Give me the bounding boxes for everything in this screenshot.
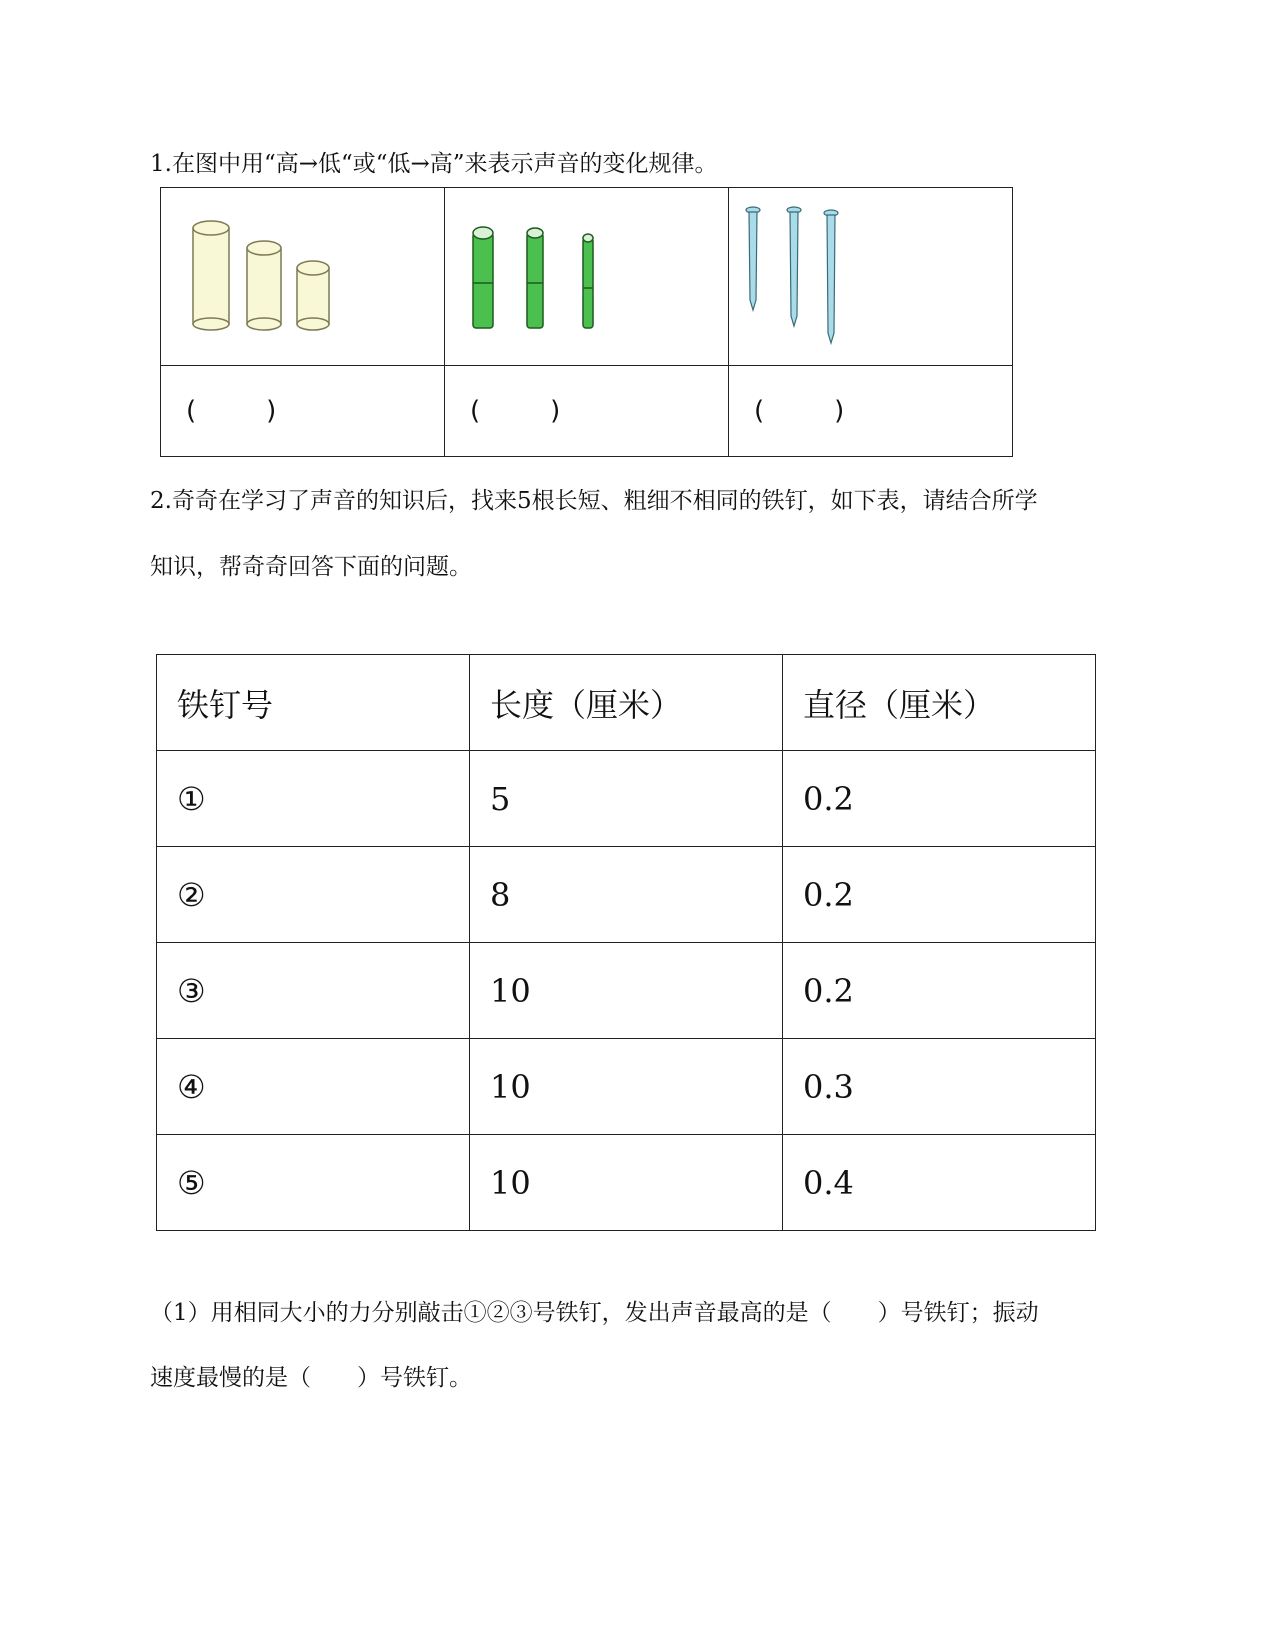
diameter-cell: 0.4 bbox=[783, 1135, 1096, 1231]
table-row bbox=[157, 847, 1096, 943]
bamboo-tubes-cell bbox=[445, 188, 729, 366]
nail-number-cell: ⑤ bbox=[157, 1135, 470, 1231]
diameter-cell: 0.2 bbox=[783, 943, 1096, 1039]
sub-question-1-line1: （1）用相同大小的力分别敲击①②③号铁钉，发出声音最高的是（ ）号铁钉；振动 bbox=[150, 1300, 1039, 1326]
cylinders-image bbox=[161, 188, 444, 365]
header-length: 长度（厘米） bbox=[470, 655, 783, 751]
length-cell: 8 bbox=[470, 847, 783, 943]
cylinders-cell bbox=[161, 188, 445, 366]
nail-number-cell: ② bbox=[157, 847, 470, 943]
length-cell: 5 bbox=[470, 751, 783, 847]
table-row bbox=[157, 1135, 1096, 1231]
answer-cell-2[interactable]: ( ) bbox=[445, 366, 729, 457]
table-row bbox=[157, 943, 1096, 1039]
nail-data-table bbox=[156, 654, 1096, 1231]
question-1-text: 1.在图中用“高→低“或“低→高”来表示声音的变化规律。 bbox=[150, 151, 718, 177]
answer-cell-3[interactable]: ( ) bbox=[729, 366, 1013, 457]
table-row bbox=[157, 751, 1096, 847]
nail-number-cell: ① bbox=[157, 751, 470, 847]
length-cell: 10 bbox=[470, 1039, 783, 1135]
question-2-text-line1: 2.奇奇在学习了声音的知识后，找来5根长短、粗细不相同的铁钉，如下表，请结合所学 bbox=[150, 488, 1038, 514]
table-header-row bbox=[157, 655, 1096, 751]
nails-image bbox=[729, 188, 1012, 365]
diameter-cell: 0.3 bbox=[783, 1039, 1096, 1135]
nail-number-cell: ③ bbox=[157, 943, 470, 1039]
header-diameter: 直径（厘米） bbox=[783, 655, 1096, 751]
bamboo-tubes-image bbox=[445, 188, 728, 365]
diameter-cell: 0.2 bbox=[783, 751, 1096, 847]
question-1-picture-table bbox=[160, 187, 1013, 457]
nail-number-cell: ④ bbox=[157, 1039, 470, 1135]
nails-cell bbox=[729, 188, 1013, 366]
sub-question-1-line2: 速度最慢的是（ ）号铁钉。 bbox=[150, 1365, 472, 1391]
answer-cell-1[interactable]: ( ) bbox=[161, 366, 445, 457]
length-cell: 10 bbox=[470, 943, 783, 1039]
question-2-text-line2: 知识，帮奇奇回答下面的问题。 bbox=[150, 554, 472, 580]
diameter-cell: 0.2 bbox=[783, 847, 1096, 943]
header-nail-number: 铁钉号 bbox=[157, 655, 470, 751]
length-cell: 10 bbox=[470, 1135, 783, 1231]
table-row bbox=[157, 1039, 1096, 1135]
